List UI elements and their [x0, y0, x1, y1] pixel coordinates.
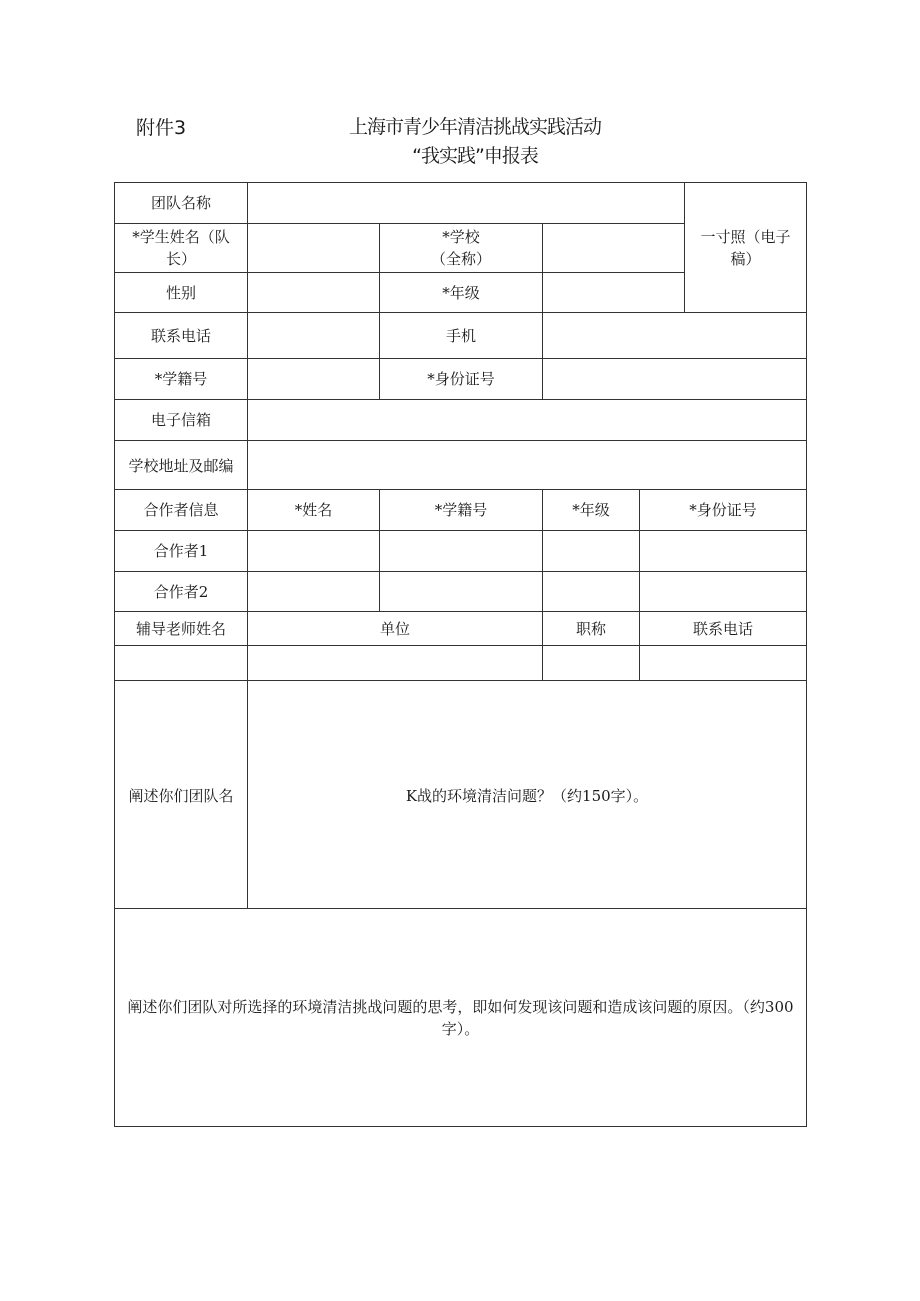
partner2-grade-field[interactable]: [543, 572, 640, 612]
school-label: *学校（全称）: [380, 224, 543, 273]
partner-header-label: 合作者信息: [115, 490, 248, 531]
grade-field[interactable]: [543, 273, 685, 313]
partner2-id-card-field[interactable]: [640, 572, 807, 612]
advisor-unit-field[interactable]: [248, 646, 543, 681]
partner2-label: 合作者2: [115, 572, 248, 612]
team-name-field[interactable]: [248, 183, 685, 224]
email-field[interactable]: [248, 400, 807, 441]
photo-label: 一寸照（电子稿）: [700, 227, 791, 268]
id-card-field[interactable]: [543, 359, 807, 400]
student-id-field[interactable]: [248, 359, 380, 400]
address-field[interactable]: [248, 441, 807, 490]
advisor-phone-label: 联系电话: [640, 612, 807, 646]
page-title: 上海市青少年清洁挑战实践活动: [348, 116, 601, 138]
question2-field[interactable]: [115, 909, 807, 1127]
team-name-label: 团队名称: [115, 183, 248, 224]
partner1-label: 合作者1: [115, 531, 248, 572]
partner1-id-card-field[interactable]: [640, 531, 807, 572]
id-card-label: *身份证号: [380, 359, 543, 400]
email-label: 电子信箱: [115, 400, 248, 441]
question1-prompt: K战的环境清洁问题？（约150字）。: [405, 786, 649, 805]
phone-field[interactable]: [248, 313, 380, 359]
school-field[interactable]: [543, 224, 685, 273]
advisor-title-label: 职称: [543, 612, 640, 646]
student-name-field[interactable]: [248, 224, 380, 273]
question1-field[interactable]: [248, 681, 807, 909]
partner-col-student-id: *学籍号: [380, 490, 543, 531]
partner-col-id-card: *身份证号: [640, 490, 807, 531]
gender-field[interactable]: [248, 273, 380, 313]
advisor-title-field[interactable]: [543, 646, 640, 681]
page-subtitle: “我实践”申报表: [412, 145, 538, 167]
advisor-unit-label: 单位: [248, 612, 543, 646]
phone-label: 联系电话: [115, 313, 248, 359]
gender-label: 性别: [115, 273, 248, 313]
partner2-name-field[interactable]: [248, 572, 380, 612]
advisor-phone-field[interactable]: [640, 646, 807, 681]
partner-col-name: *姓名: [248, 490, 380, 531]
partner1-grade-field[interactable]: [543, 531, 640, 572]
partner-col-grade: *年级: [543, 490, 640, 531]
application-form-table: [114, 182, 807, 1127]
photo-cell[interactable]: [685, 183, 807, 313]
advisor-name-field[interactable]: [115, 646, 248, 681]
mobile-label: 手机: [380, 313, 543, 359]
advisor-name-label: 辅导老师姓名: [115, 612, 248, 646]
partner1-student-id-field[interactable]: [380, 531, 543, 572]
student-name-label: *学生姓名（队长）: [115, 224, 248, 273]
attachment-label: 附件3: [136, 117, 187, 139]
question1-label: 阐述你们团队名: [115, 681, 248, 909]
partner1-name-field[interactable]: [248, 531, 380, 572]
question2-prompt: 阐述你们团队对所选择的环境清洁挑战问题的思考，即如何发现该问题和造成该问题的原因。（约300字）。: [127, 997, 794, 1038]
grade-label: *年级: [380, 273, 543, 313]
address-label: 学校地址及邮编: [115, 441, 248, 490]
student-id-label: *学籍号: [115, 359, 248, 400]
mobile-field[interactable]: [543, 313, 807, 359]
partner2-student-id-field[interactable]: [380, 572, 543, 612]
